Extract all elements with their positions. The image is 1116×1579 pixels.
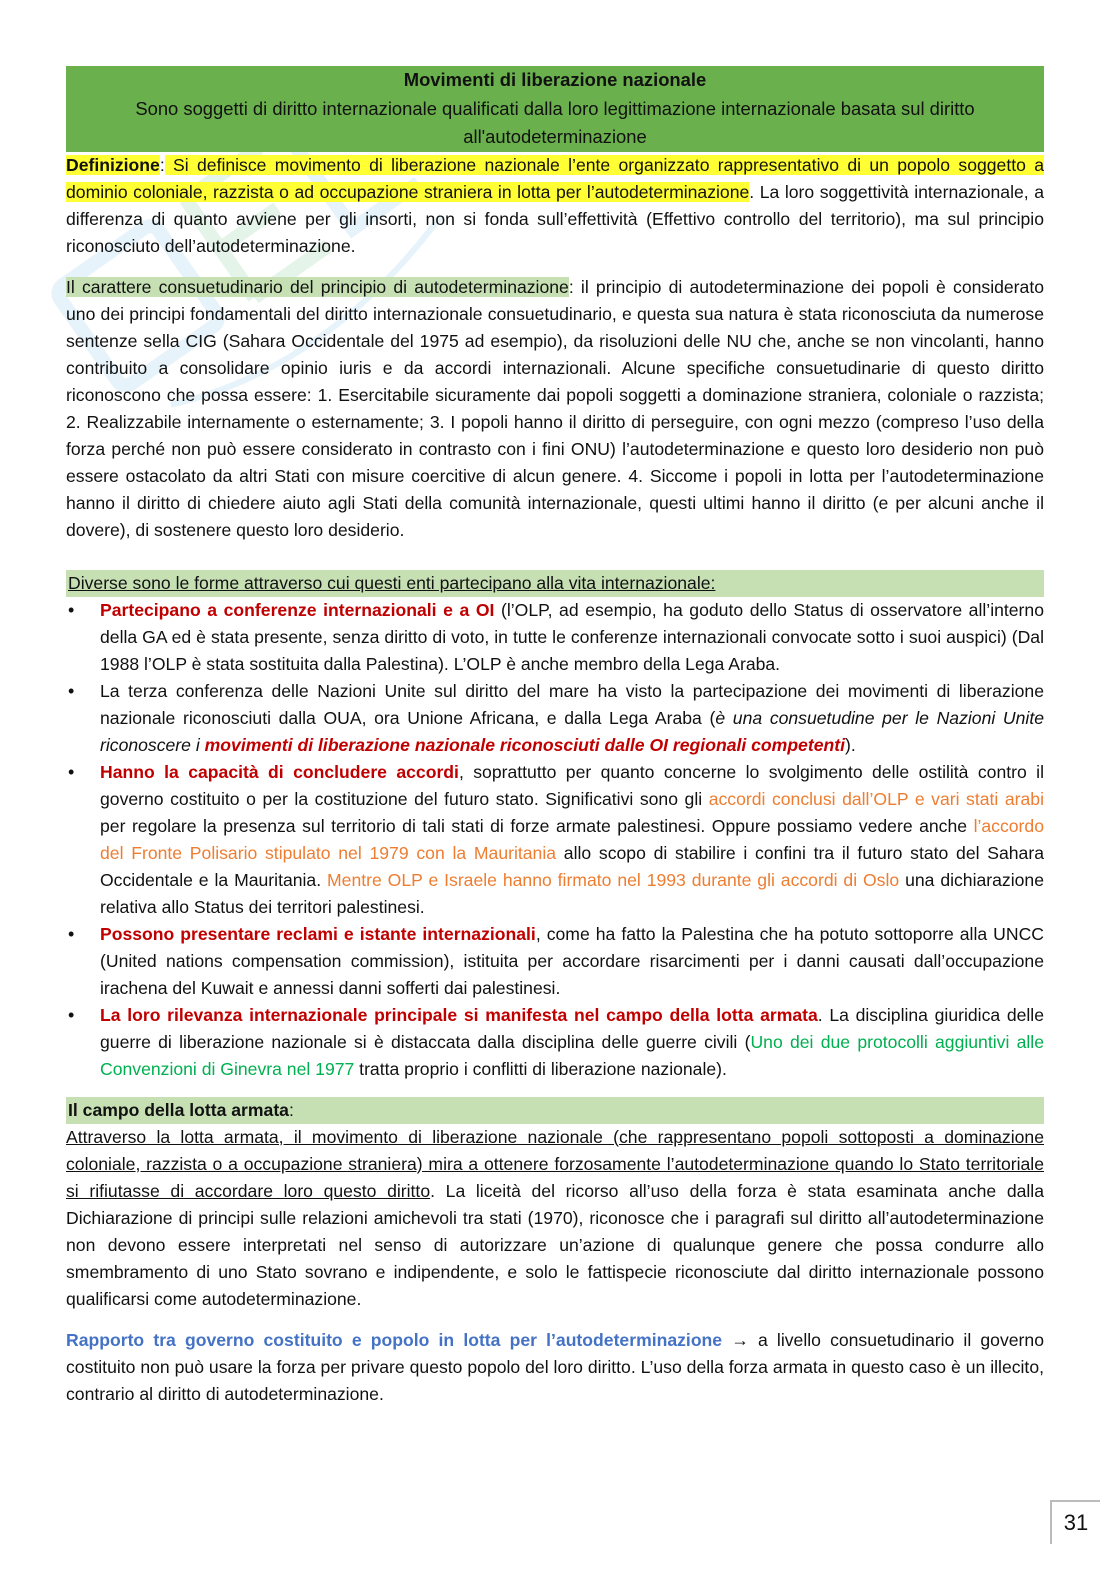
- subtitle-line-2: all'autodeterminazione: [463, 126, 647, 147]
- definition-highlight: Si definisce movimento di liberazione nazionale l’ente organizzato rappresentativo di un popolo soggetto a dominio coloniale, razzista o ad occupazione straniera in lotta per l’autodeterminazione: [66, 154, 1044, 202]
- armed-heading-band: [66, 1097, 1044, 1124]
- bullet-5-text-1: . La disciplina giuridica delle guerre di liberazione nazionale si è distaccata dalla disciplina delle guerre civili (: [100, 1004, 1045, 1052]
- bullet-1-highlight: Partecipano a conferenze internazionali e a OI: [100, 599, 495, 620]
- armed-heading-colon: :: [288, 1099, 294, 1120]
- bullet-3-orange-1: accordi conclusi dall’OLP e vari stati arabi: [708, 788, 1044, 809]
- armed-underlined: Attraverso la lotta armata, il movimento di liberazione nazionale (che rappresentano popoli sottoposti a dominazione coloniale, razzista o a occupazione straniera) mira a ottenere forzosamente l’autodeterminazione quando lo Stato territoriale si rifiutasse di accordare loro questo diritto: [66, 1126, 1044, 1201]
- definition-label: Definizione: [66, 154, 160, 175]
- forms-list: [66, 597, 1044, 1083]
- page-title: Movimenti di liberazione nazionale: [403, 69, 707, 90]
- bullet-4-text: , come ha fatto la Palestina che ha potuto sottoporre alla UNCC (United nations compensation commission), istituita per accordare risarcimenti per i danni causati dall’occupazione irachena del Kuwait e annessi danni sofferti dai palestinesi.: [100, 923, 1044, 998]
- page-number: 31: [1050, 1500, 1100, 1544]
- definition-rest: . La loro soggettività internazionale, a differenza di quanto avviene per gli insorti, non si fonda sull’effettività (Effettivo controllo del territorio), ma sul principio riconosciuto dell’autodeterminazione.: [66, 181, 1044, 256]
- relation-body: a livello consuetudinario il governo costituito non può usare la forza per privare questo popolo del loro diritto. L’uso della forza armata in questo caso è un illecito, contrario al diritto di autodeterminazione.: [66, 1329, 1044, 1404]
- document-page: [66, 66, 1044, 1408]
- bullet-4-highlight: Possono presentare reclami e istante internazionali: [100, 923, 536, 944]
- bullet-3-text-1: , soprattutto per quanto concerne lo svolgimento delle ostilità contro il governo costituito o per la costituzione del futuro stato. Significativi sono gli: [100, 761, 1044, 809]
- customary-heading: Il carattere consuetudinario del principio di autodeterminazione: [66, 276, 569, 297]
- armed-paragraph: [66, 1124, 1044, 1313]
- bullet-3-highlight: Hanno la capacità di concludere accordi: [100, 761, 459, 782]
- bullet-5-text-2: tratta proprio i conflitti di liberazione nazionale).: [354, 1058, 727, 1079]
- customary-body: : il principio di autodeterminazione dei popoli è considerato uno dei principi fondamentali del diritto internazionale consuetudinario, e questa sua natura è stata riconosciuta da numerose sentenze sella CIG (Sahara Occidentale del 1975 ad esempio), da risoluzioni delle NU che, anche se non vincolanti, hanno contribuito a consolidare opinio iuris e da accordi internazionali. Alcune specifiche consuetudinarie di questo diritto riconoscono che possa essere: 1. Esercitabile sicuramente dai popoli soggetti a dominazione straniera, coloniale o razzista; 2. Realizzabile internamente o esternamente; 3. I popoli hanno il diritto di perseguire, con ogni mezzo (compreso l’uso della forza perché non può essere considerato in contrasto con i fini ONU) l’autodeterminazione e questo loro desiderio non può essere ostacolato da altri Stati con misure coercitive di alcun genere. 4. Siccome i popoli in lotta per l’autodeterminazione hanno il diritto di chiedere aiuto agli Stati della comunità internazionale, questi ultimi hanno il diritto (e per alcuni anche il dovere), di sostenere questo loro desiderio.: [66, 276, 1044, 540]
- bullet-2-text: La terza conferenza delle Nazioni Unite sul diritto del mare ha visto la partecipazione dei movimenti di liberazione nazionale riconosciuti dalla OUA, ora Unione Africana, e dalla Lega Araba (: [100, 680, 1044, 728]
- bullet-3-orange-3: Mentre OLP e Israele hanno firmato nel 1993 durante gli accordi di Oslo: [327, 869, 900, 890]
- customary-paragraph: [66, 274, 1044, 544]
- bullet-1-text: (l’OLP, ad esempio, ha goduto dello Status di osservatore all’interno della GA ed è stata presente, senza diritto di voto, in tutte le conferenze internazionali convocate sotto i suoi auspici) (Dal 1988 l’OLP è stata sostituita dalla Palestina). L’OLP è anche membro della Lega Araba.: [100, 599, 1044, 674]
- bullet-2-end: ).: [844, 734, 856, 755]
- bullet-2-highlight: movimenti di liberazione nazionale riconosciuti dalle OI regionali competenti: [204, 734, 845, 755]
- armed-heading: Il campo della lotta armata: [68, 1099, 289, 1120]
- list-item: [100, 678, 1044, 759]
- bullet-5-highlight: La loro rilevanza internazionale principale si manifesta nel campo della lotta armata: [100, 1004, 818, 1025]
- relation-heading: Rapporto tra governo costituito e popolo in lotta per l’autodeterminazione: [66, 1329, 723, 1350]
- definition-colon: :: [159, 154, 165, 175]
- arrow-right-icon: →: [722, 1329, 758, 1350]
- bullet-2-italic: è una consuetudine per le Nazioni Unite riconoscere i: [100, 707, 1044, 755]
- list-item: [100, 921, 1044, 1002]
- forms-heading: Diverse sono le forme attraverso cui questi enti partecipano alla vita internazionale:: [66, 570, 1044, 597]
- list-item: [100, 597, 1044, 678]
- list-item: [100, 1002, 1044, 1083]
- bullet-3-text-4: una dichiarazione relativa allo Status dei territori palestinesi.: [100, 869, 1044, 917]
- relation-paragraph: [66, 1327, 1044, 1408]
- bullet-3-orange-2: l’accordo del Fronte Polisario stipulato nel 1979 con la Mauritania: [100, 815, 1044, 863]
- subtitle-line-1: Sono soggetti di diritto internazionale qualificati dalla loro legittimazione internazionale basata sul diritto: [135, 97, 975, 119]
- bullet-5-green: Uno dei due protocolli aggiuntivi alle Convenzioni di Ginevra nel 1977: [100, 1031, 1044, 1079]
- definition-paragraph: [66, 152, 1044, 260]
- armed-rest: . La liceità del ricorso all’uso della forza è stata esaminata anche dalla Dichiarazione di principi sulle relazioni amichevoli tra stati (1970), riconosce che i paragrafi sul diritto all’autodeterminazione non devono essere interpretati nel senso di autorizzare un’azione di qualunque genere che possa condurre allo smembramento di uno Stato sovrano e indipendente, e solo le fattispecie riconosciute dal diritto internazionale possono qualificarsi come autodeterminazione.: [66, 1180, 1044, 1309]
- list-item: [100, 759, 1044, 921]
- title-box: [66, 66, 1044, 152]
- bullet-3-text-3: allo scopo di stabilire i confini tra il futuro stato del Sahara Occidentale e la Mauritania.: [100, 842, 1044, 890]
- bullet-3-text-2: per regolare la presenza sul territorio di tali stati di forze armate palestinesi. Oppure possiamo vedere anche: [100, 815, 974, 836]
